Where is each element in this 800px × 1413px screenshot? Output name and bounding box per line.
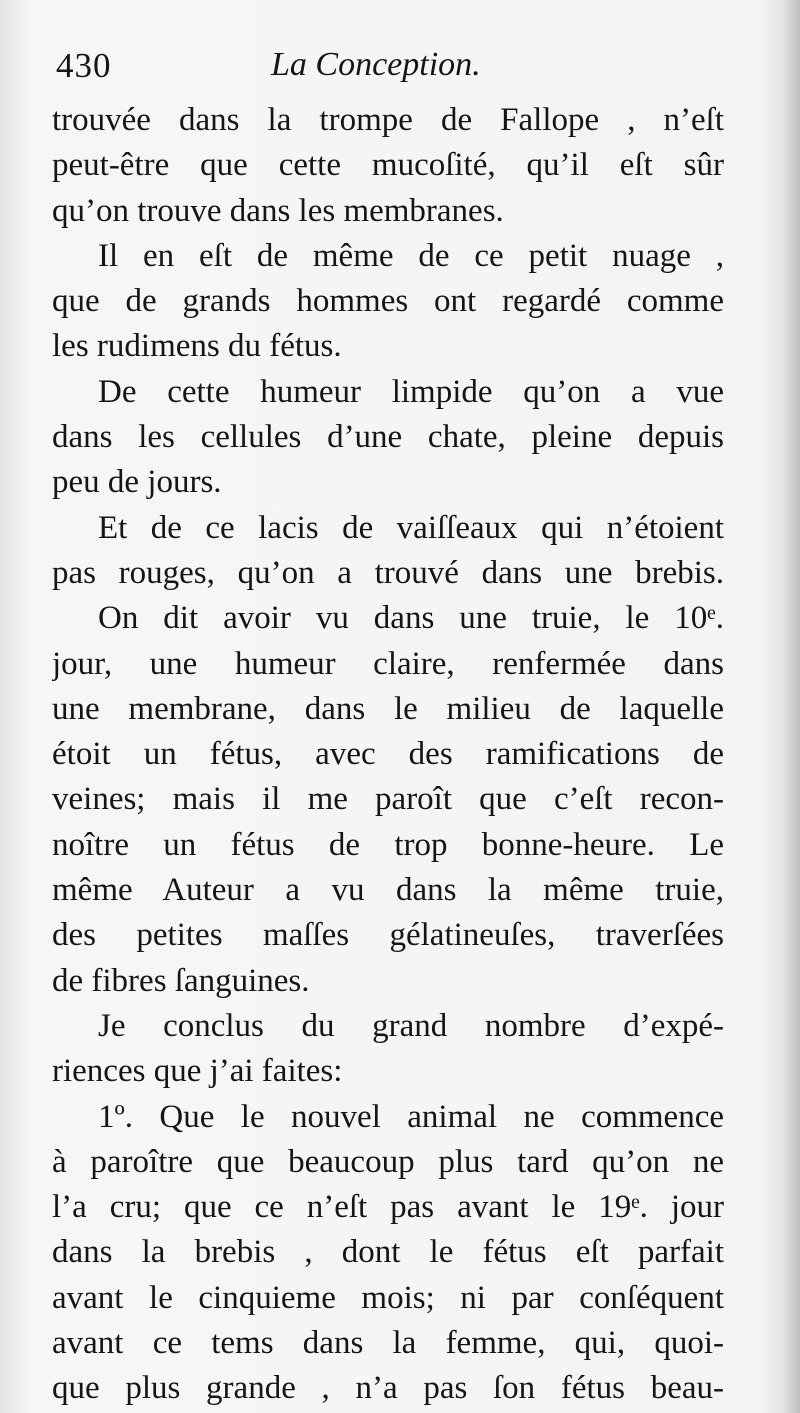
text-line: peu de jours. — [52, 464, 222, 501]
text-line: trouvée dans la trompe de Fallope , n’eſt — [52, 102, 724, 138]
text-line: jour, une humeur claire, renfermée dans — [52, 645, 724, 682]
paragraph-first-line: On dit avoir vu dans une truie, le 10ᵉ. — [98, 600, 724, 637]
text-line: des petites maſſes gélatineuſes, traverſées — [52, 917, 724, 954]
page-number: 430 — [56, 46, 112, 85]
text-line: noître un fétus de trop bonne-heure. Le — [52, 826, 724, 863]
page-header — [56, 40, 736, 100]
text-line: étoit un fétus, avec des ramifications de — [52, 736, 724, 773]
page-edge-shadow — [782, 0, 800, 1413]
paragraph-first-line: De cette humeur limpide qu’on a vue — [98, 373, 724, 410]
text-line: que plus grande , n’a pas ſon fétus beau- — [52, 1370, 724, 1407]
text-line: pas rouges, qu’on a trouvé dans une brebis. — [52, 554, 724, 591]
body-text — [52, 98, 724, 1412]
text-line: dans la brebis , dont le fétus eſt parfait — [52, 1234, 724, 1271]
text-line: que de grands hommes ont regardé comme — [52, 283, 724, 320]
text-line: veines; mais il me paroît que c’eſt recon- — [52, 781, 724, 818]
paragraph-first-line: Il en eſt de même de ce petit nuage , — [98, 237, 724, 274]
text-line: avant le cinquieme mois; ni par conſéquent — [52, 1279, 724, 1316]
text-line: de fibres ſanguines. — [52, 962, 310, 999]
text-line: qu’on trouve dans les membranes. — [52, 192, 504, 229]
text-line: les rudimens du fétus. — [52, 328, 342, 365]
paragraph-first-line: 1º. Que le nouvel animal ne commence — [98, 1098, 724, 1135]
text-line: l’a cru; que ce n’eſt pas avant le 19ᵉ. jour — [52, 1189, 724, 1226]
paragraph-first-line: Je conclus du grand nombre d’expé- — [98, 1007, 724, 1044]
text-line: avant ce tems dans la femme, qui, quoi- — [52, 1325, 724, 1362]
paragraph-first-line: Et de ce lacis de vaiſſeaux qui n’étoient — [98, 509, 724, 546]
text-line: peut-être que cette mucoſité, qu’il eſt sûr — [52, 147, 724, 184]
text-line: une membrane, dans le milieu de laquelle — [52, 690, 724, 727]
text-line: à paroître que beaucoup plus tard qu’on ne — [52, 1143, 724, 1180]
running-head: La Conception. — [271, 46, 481, 83]
text-line: dans les cellules d’une chate, pleine depuis — [52, 419, 724, 456]
text-line: même Auteur a vu dans la même truie, — [52, 872, 724, 909]
text-line: riences que j’ai faites: — [52, 1053, 343, 1090]
